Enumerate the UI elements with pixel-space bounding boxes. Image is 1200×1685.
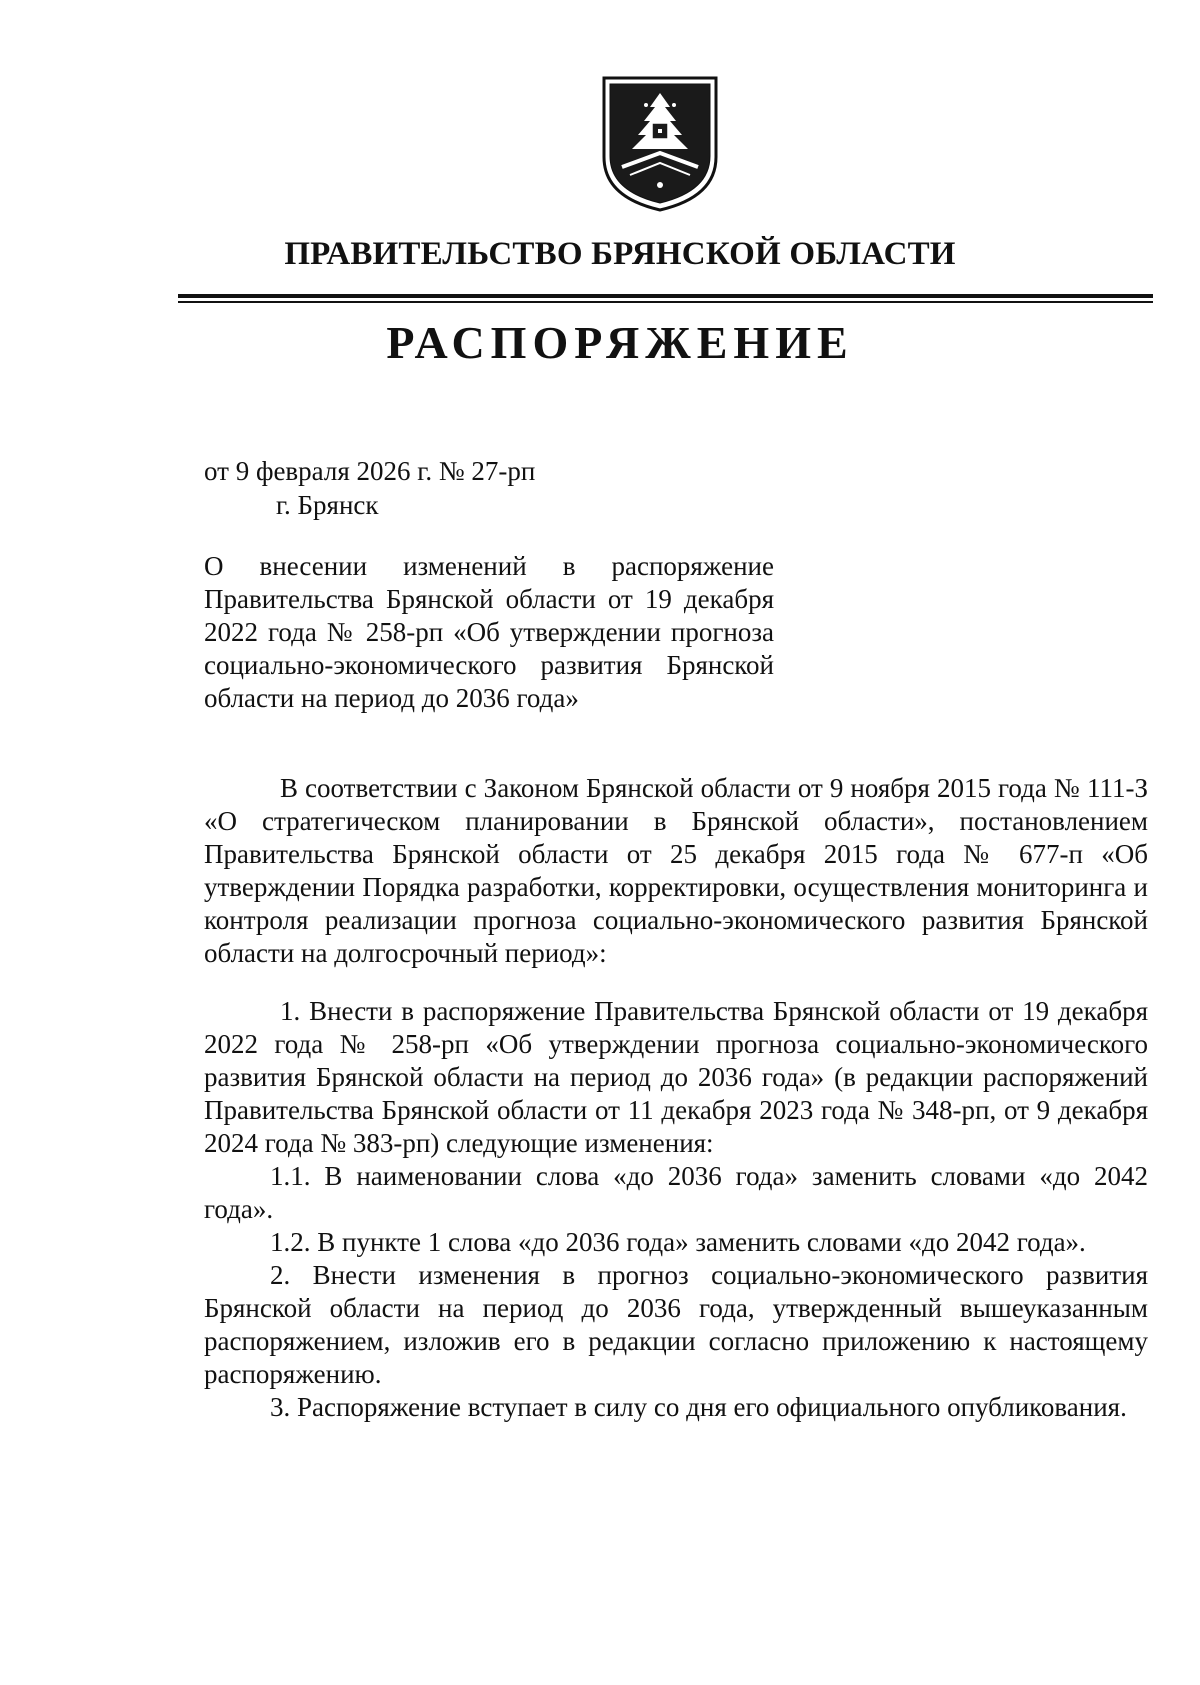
header-divider-thin — [178, 301, 1153, 303]
item-1-2-paragraph: 1.2. В пункте 1 слова «до 2036 года» заменить словами «до 2042 года». — [270, 1227, 1086, 1257]
item-1-1-paragraph: 1.1. В наименовании слова «до 2036 года» заменить словами «до 2042 года». — [204, 1161, 1148, 1224]
header-divider-thick — [178, 294, 1153, 298]
preamble-paragraph: В соответствии с Законом Брянской области от 9 ноября 2015 года № 111-З «О стратегическом планировании в Брянской области», постановлением Правительства Брянской области от 25 декабря 2015 года № 677-п «Об утверждении Порядка разработки, корректировки, осуществления мониторинга и контроля реализации прогноза социально-экономического развития Брянской области на долгосрочный период»: — [204, 773, 1148, 968]
date-and-number: от 9 февраля 2026 г. № 27-рп — [204, 456, 536, 486]
item-2-paragraph: 2. Внести изменения в прогноз социально-экономического развития Брянской области на период до 2036 года, утвержденный вышеуказанным распоряжением, изложив его в редакции согласно приложению к настоящему распоряжению. — [204, 1260, 1148, 1389]
document-body — [204, 772, 1148, 1424]
item-3-paragraph: 3. Распоряжение вступает в силу со дня его официального опубликования. — [270, 1392, 1127, 1422]
city: г. Брянск — [276, 490, 379, 520]
document-type-title: РАСПОРЯЖЕНИЕ — [386, 317, 854, 368]
government-title: ПРАВИТЕЛЬСТВО БРЯНСКОЙ ОБЛАСТИ — [284, 236, 956, 272]
document-subject: О внесении изменений в распоряжение Правительства Брянской области от 19 декабря 2022 года № 258-рп «Об утверждении прогноза социально-экономического развития Брянской области на период до 2036 года» — [204, 551, 774, 713]
bryansk-coat-of-arms-icon — [600, 75, 720, 213]
item-1-paragraph: 1. Внести в распоряжение Правительства Брянской области от 19 декабря 2022 года № 258-рп «Об утверждении прогноза социально-экономического развития Брянской области на период до 2036 года» (в редакции распоряжений Правительства Брянской области от 11 декабря 2023 года № 348-рп, от 9 декабря 2024 года № 383-рп) следующие изменения: — [204, 996, 1148, 1158]
